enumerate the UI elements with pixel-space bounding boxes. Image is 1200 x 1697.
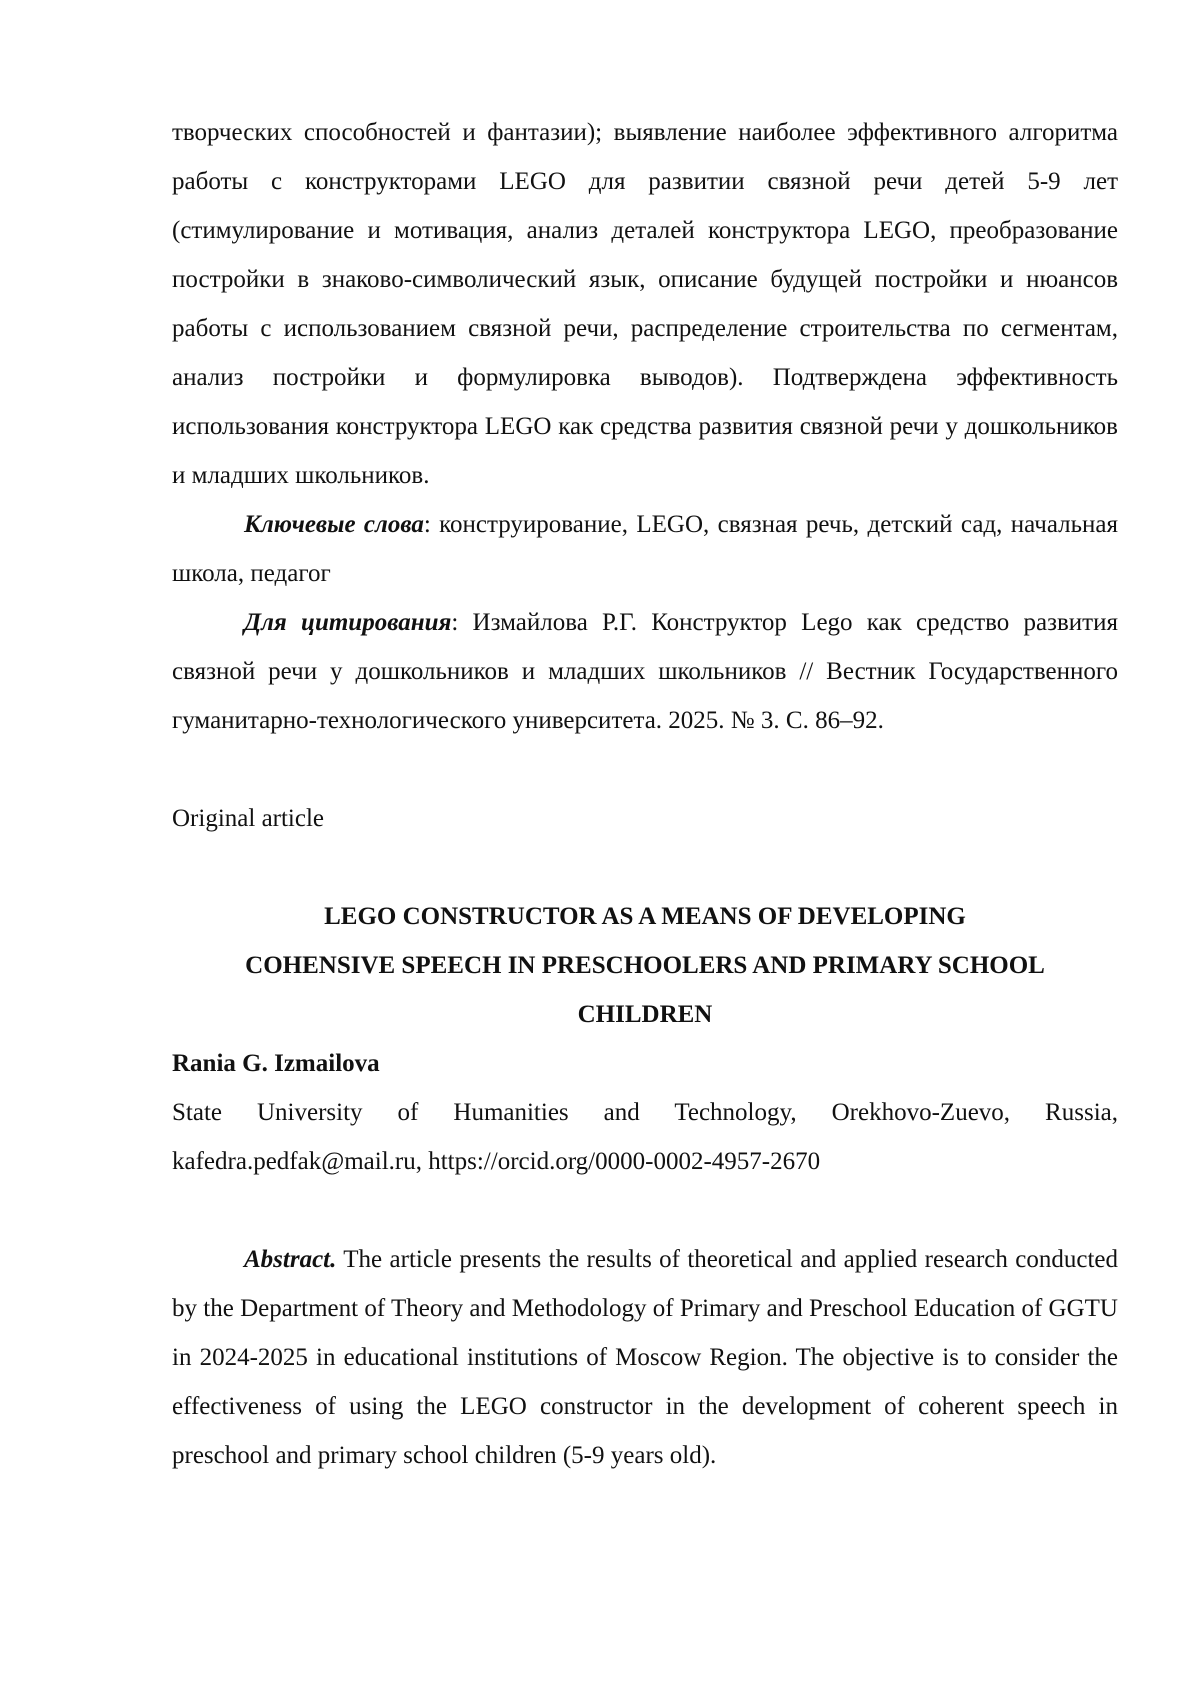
- title-line-2: COHENSIVE SPEECH IN PRESCHOOLERS AND PRIMARY SCHOOL: [245, 952, 1045, 979]
- citation-text: : Измайлова Р.Г. Конструктор Lego как средство развития связной речи у дошкольников и младших школьников // Вестник Государственного гуманитарно-технологического университета. 2025. № 3. С. 86–92.: [172, 609, 1118, 734]
- title-line-1: LEGO CONSTRUCTOR AS A MEANS OF DEVELOPING: [324, 903, 966, 930]
- article-type: Original article: [172, 805, 325, 832]
- keywords-paragraph: [172, 500, 1118, 598]
- abstract-label: Abstract.: [244, 1246, 337, 1273]
- title-line-3: CHILDREN: [577, 1001, 713, 1028]
- document-page: [172, 108, 1118, 1480]
- spacer: [172, 1186, 1118, 1235]
- author-affiliation: State University of Humanities and Technology, Orekhovo-Zuevo, Russia, kafedra.pedfak@mail.ru, https://orcid.org/0000-0002-4957-2670: [172, 1099, 1118, 1175]
- spacer: [172, 843, 1118, 892]
- abstract-text: The article presents the results of theoretical and applied research conducted by the Department of Theory and Methodology of Primary and Preschool Education of GGTU in 2024-2025 in educational institutions of Moscow Region. The objective is to consider the effectiveness of using the LEGO constructor in the development of coherent speech in preschool and primary school children (5-9 years old).: [172, 1246, 1118, 1469]
- citation-paragraph: [172, 598, 1118, 745]
- english-title: [172, 892, 1118, 1039]
- english-abstract: [172, 1235, 1118, 1480]
- russian-abstract-tail: творческих способностей и фантазии); выявление наиболее эффективного алгоритма работы с конструкторами LEGO для развитии связной речи детей 5-9 лет (стимулирование и мотивация, анализ деталей конструктора LEGO, преобразование постройки в знаково-символический язык, описание будущей постройки и нюансов работы с использованием связной речи, распределение строительства по сегментам, анализ постройки и формулировка выводов). Подтверждена эффективность использования конструктора LEGO как средства развития связной речи у дошкольников и младших школьников.: [172, 119, 1118, 489]
- keywords-label: Ключевые слова: [244, 511, 424, 538]
- spacer: [172, 745, 1118, 794]
- author-name: Rania G. Izmailova: [172, 1050, 380, 1077]
- citation-label: Для цитирования: [244, 609, 452, 636]
- keywords-text: : конструирование, LEGO, связная речь, детский сад, начальная школа, педагог: [172, 511, 1118, 587]
